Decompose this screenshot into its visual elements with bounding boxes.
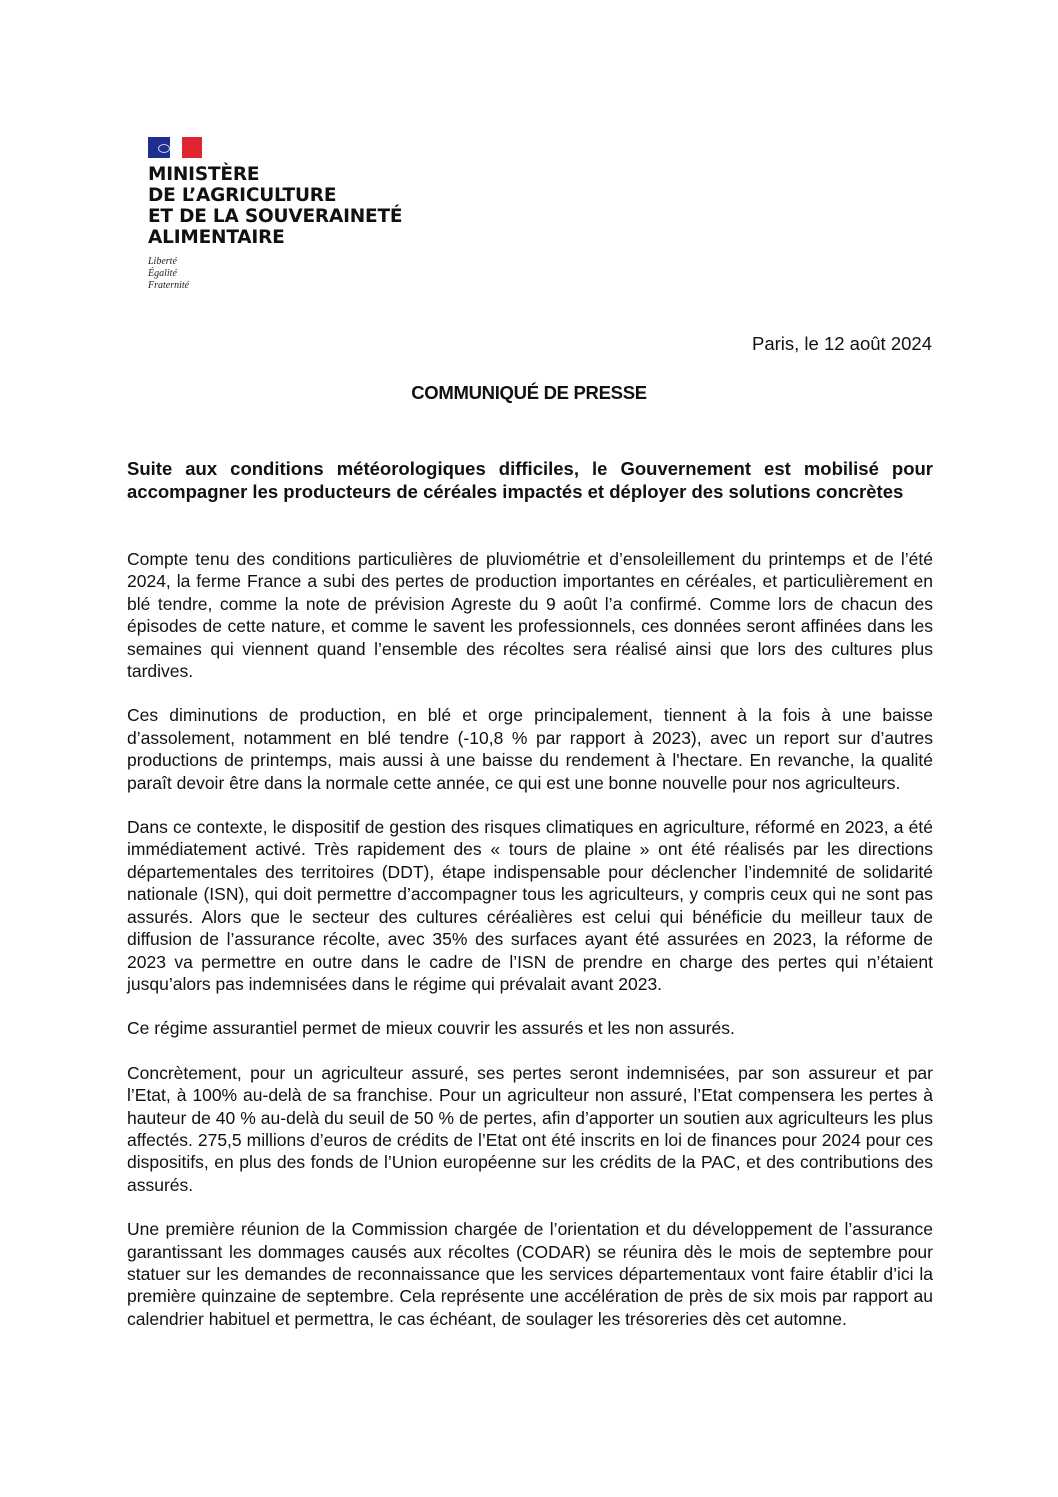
document-subtitle: Suite aux conditions météorologiques difficiles, le Gouvernement est mobilisé pour accompagner les producteurs de céréales impactés et déployer des solutions concrètes: [127, 458, 933, 502]
motto-line: Fraternité: [148, 280, 190, 291]
paragraph: Compte tenu des conditions particulières de pluviométrie et d’ensoleillement du printemps et de l’été 2024, la ferme France a subi des pertes de production importantes en céréales, et particulièrement en blé tendre, comme la note de prévision Agreste du 9 août l’a confirmé. Comme lors de chacun des épisodes de cette nature, et comme le savent les professionnels, ces données seront affinées dans les semaines qui viennent quand l’ensemble des récoltes sera réalisé ainsi que lors des cultures plus tardives.: [127, 549, 933, 682]
ministry-line: ALIMENTAIRE: [148, 227, 285, 248]
paragraph: Ces diminutions de production, en blé et orge principalement, tiennent à la fois à une baisse d’assolement, notamment en blé tendre (-10,8 % par rapport à 2023), avec un report sur d’autres productions de printemps, mais aussi à une baisse du rendement à l'hectare. En revanche, la qualité paraît devoir être dans la normale cette année, ce qui est une bonne nouvelle pour nos agriculteurs.: [127, 705, 933, 793]
document-body: [127, 548, 933, 1352]
paragraph: Dans ce contexte, le dispositif de gestion des risques climatiques en agriculture, réformé en 2023, a été immédiatement activé. Très rapidement des « tours de plaine » ont été réalisés par les directions départementales des territoires (DDT), étape indispensable pour déclencher l’indemnité de solidarité nationale (ISN), qui doit permettre d’accompagner tous les agriculteurs, y compris ceux qui ne sont pas assurés. Alors que le secteur des cultures céréalières est celui qui bénéficie du meilleur taux de diffusion de l’assurance récolte, avec 35% des surfaces ayant été assurées en 2023, la réforme de 2023 va permettre en outre dans le cadre de l’ISN de prendre en charge des pertes qui n’étaient jusqu’alors pas indemnisées dans le régime qui prévalait avant 2023.: [127, 817, 933, 994]
motto-line: Égalité: [148, 268, 177, 279]
republic-motto: [148, 256, 402, 292]
french-flag-icon: [148, 137, 204, 158]
press-release-date: Paris, le 12 août 2024: [752, 333, 932, 354]
paragraph: Une première réunion de la Commission chargée de l’orientation et du développement de l’assurance garantissant les dommages causés aux récoltes (CODAR) se réunira dès le mois de septembre pour statuer sur les demandes de reconnaissance que les services départementaux vont faire établir d’ici la première quinzaine de septembre. Cela représente une accélération de près de six mois par rapport au calendrier habituel et permettra, le cas échéant, de soulager les trésoreries dès cet automne.: [127, 1219, 933, 1329]
ministry-logo: [148, 137, 402, 292]
paragraph: Concrètement, pour un agriculteur assuré, ses pertes seront indemnisées, par son assureur et par l’Etat, à 100% au-delà de sa franchise. Pour un agriculteur non assuré, l’Etat compensera les pertes à hauteur de 40 % au-delà du seuil de 50 % de pertes, afin d’apporter un soutien aux agriculteurs les plus affectés. 275,5 millions d’euros de crédits de l’Etat ont été inscrits en loi de finances pour 2024 pour ces dispositifs, en plus des fonds de l’Union européenne sur les crédits de la PAC, et des contributions des assurés.: [127, 1062, 933, 1195]
ministry-name: [148, 164, 402, 248]
ministry-line: MINISTÈRE: [148, 164, 260, 185]
motto-line: Liberté: [148, 256, 177, 267]
paragraph: Ce régime assurantiel permet de mieux couvrir les assurés et les non assurés.: [127, 1018, 735, 1039]
document-title: COMMUNIQUÉ DE PRESSE: [411, 382, 647, 403]
ministry-line: DE L’AGRICULTURE: [148, 185, 337, 206]
ministry-line: ET DE LA SOUVERAINETÉ: [148, 206, 403, 227]
